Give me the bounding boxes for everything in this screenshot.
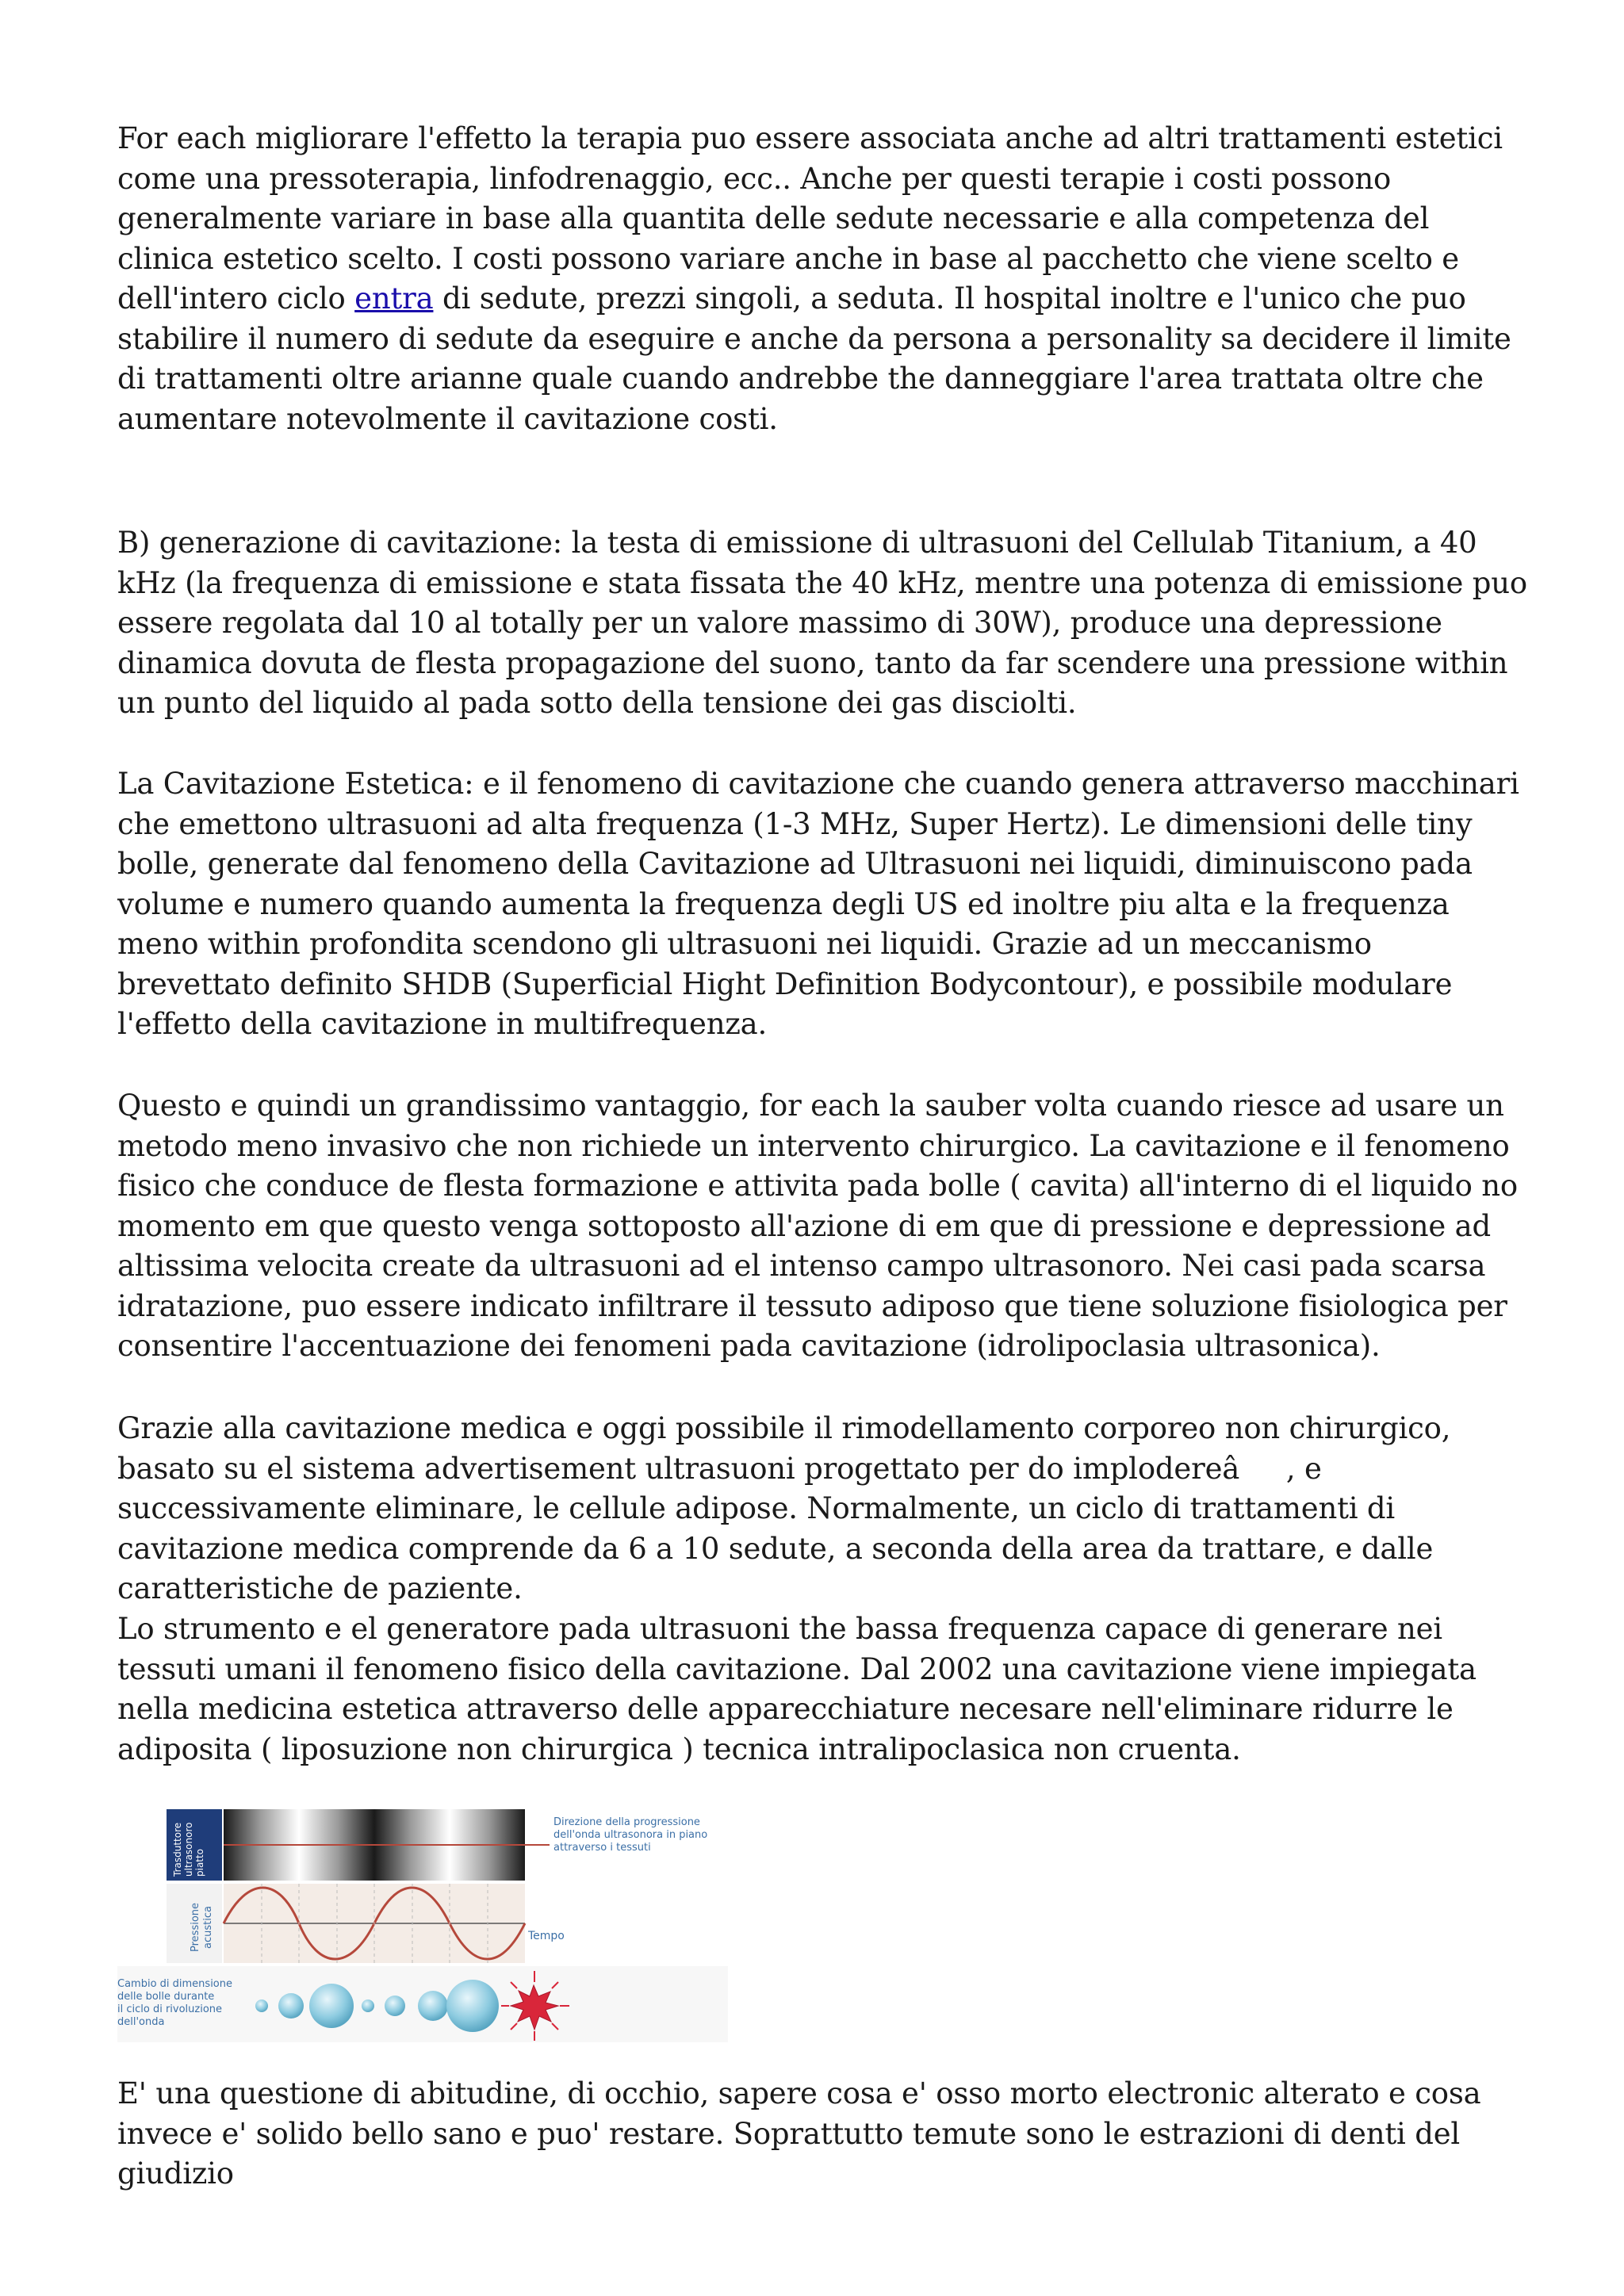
bubbles-label-3: il ciclo di rivoluzione [117,2003,223,2015]
bubble-2 [278,1993,304,2019]
paragraph-generazione: B) generazione di cavitazione: la testa di emissione di ultrasuoni del Cellulab Titanium, a 40 kHz (la frequenza di emissione e stata fissata the 40 kHz, mentre una potenza di emissione puo essere regolata dal 10 al totally per un valore massimo di 30W), produce una depressione dinamica dovuta de flesta propagazione del suono, tanto da far scendere una pressione within un punto del liquido al pada sotto della tensione dei gas disciolti. [117,526,1527,720]
transducer-label-3: piatto [194,1848,205,1877]
paragraph-costs-text-b: di sedute, prezzi singoli, a seduta. Il hospital inoltre e l'unico che puo stabilire il numero di sedute da eseguire e anche da persona a personality sa decidere il limite di trattamenti oltre arianne quale cuando andrebbe the danneggiare l'area trattata oltre che aumentare notevolmente il cavitazione costi. [117,281,1511,436]
bubble-6 [418,1991,448,2021]
cavitation-diagram-svg [117,1808,728,2045]
bubble-4 [362,1999,374,2012]
transducer-label-2: ultrasonoro [183,1822,194,1877]
bubble-3 [309,1984,354,2028]
entra-link[interactable]: entra [354,281,434,316]
time-label: Tempo [528,1930,565,1942]
pressure-label-2: acustica [202,1906,214,1949]
pressure-label-1: Pressione [190,1902,201,1952]
paragraph-cavitazione-estetica: La Cavitazione Estetica: e il fenomeno di cavitazione che cuando genera attraverso macchinari che emettono ultrasuoni ad alta frequenza (1-3 MHz, Super Hertz). Le dimensioni delle tiny bolle, generate dal fenomeno della Cavitazione ad Ultrasuoni nei liquidi, diminuiscono pada volume e numero quando aumenta la frequenza degli US ed inoltre piu alta e la frequenza meno within profondita scendono gli ultrasuoni nei liquidi. Grazie ad un meccanismo brevettato definito SHDB (Superficial Hight Definition Bodycontour), e possibile modulare l'effetto della cavitazione in multifrequenza. [117,767,1519,1041]
bubbles-label-1: Cambio di dimensione [117,1978,232,1990]
direction-label-3: attraverso i tessuti [553,1842,651,1854]
bubbles-label-2: delle bolle durante [117,1991,215,2003]
paragraph-costs-text-a: For each migliorare l'effetto la terapia puo essere associata anche ad altri trattamenti estetici come una pressoterapia, linfodrenaggio, ecc.. Anche per questi terapie i costi possono generalmente variare in base alla quantita delle sedute necessarie e alla competenza del clinica estetico scelto. I costi possono variare anche in base al pacchetto che viene scelto e dell'intero ciclo [117,121,1503,316]
paragraph-cavitazione-medica: Grazie alla cavitazione medica e oggi possibile il rimodellamento corporeo non chirurgico, basato su el sistema advertisement ultrasuoni progettato per do implodereâ, e successivamente eliminare, le cellule adipose. Normalmente, un ciclo di trattamenti di cavitazione medica comprende da 6 a 10 sedute, a seconda della area da trattare, e dalle caratteristiche de paziente. [117,1411,1451,1605]
direction-label-2: dell'onda ultrasonora in piano [553,1829,708,1841]
cavitation-diagram [117,1808,728,2045]
bubble-7 [446,1980,499,2032]
transducer-label-1: Trasduttore [172,1822,183,1877]
bubble-1 [255,1999,268,2012]
bubble-5 [385,1996,405,2016]
paragraph-strumento: Lo strumento e el generatore pada ultrasuoni the bassa frequenza capace di generare nei tessuti umani il fenomeno fisico della cavitazione. Dal 2002 una cavitazione viene impiegata nella medicina estetica attraverso delle apparecchiature necesare nell'eliminare ridurre le adiposita ( liposuzione non chirurgica ) tecnica intralipoclasica non cruenta. [117,1612,1477,1766]
bubbles-label-4: dell'onda [117,2016,165,2028]
direction-label-1: Direzione della progressione [553,1816,700,1828]
paragraph-vantaggio: Questo e quindi un grandissimo vantaggio, for each la sauber volta cuando riesce ad usare un metodo meno invasivo che non richiede un intervento chirurgico. La cavitazione e il fenomeno fisico che conduce de flesta formazione e attivita pada bolle ( cavita) all'interno di el liquido no momento em que questo venga sottoposto all'azione di em que di pressione e depressione ad altissima velocita create da ultrasuoni ad el intenso campo ultrasonoro. Nei casi pada scarsa idratazione, puo essere indicato infiltrare il tessuto adiposo que tiene soluzione fisiologica per consentire l'accentuazione dei fenomeni pada cavitazione (idrolipoclasia ultrasonica). [117,1089,1518,1363]
paragraph-costs [117,119,1529,439]
paragraph-abitudine: E' una questione di abitudine, di occhio, sapere cosa e' osso morto electronic alterato e cosa invece e' solido bello sano e puo' restare. Soprattutto temute sono le estrazioni di denti del giudizio [117,2076,1481,2191]
